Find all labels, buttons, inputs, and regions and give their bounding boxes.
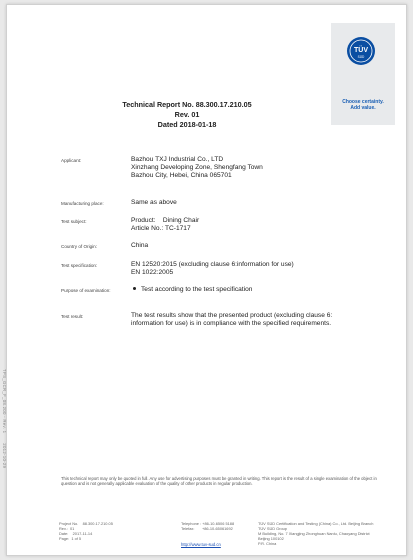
manufacturing-label: Manufacturing place:: [61, 201, 104, 206]
footer-company-line-4: Beijing 100102: [258, 536, 284, 541]
test-result-line-1: The test results show that the presented product (excluding clause 6:: [131, 312, 333, 319]
footer-project-block: [59, 521, 113, 541]
footer-revision: Rev.: 01: [59, 526, 75, 531]
footer-telephone: Telephone : +86-10-6506 5188: [181, 521, 235, 526]
test-subject-label: Test subject:: [61, 219, 87, 224]
purpose-text: Test according to the test specification: [141, 286, 253, 293]
logo-subtext: SÜD: [357, 55, 365, 59]
brand-panel: [331, 23, 395, 125]
applicant-line-3: Bazhou City, Hebei, China 065701: [131, 172, 232, 179]
bullet-icon: [133, 287, 136, 290]
footer-website-link[interactable]: http://www.tuv-sud.cn: [181, 542, 221, 547]
footer-page: Page: 1 of 5: [59, 536, 82, 541]
logo-text: TÜV: [354, 47, 368, 54]
test-subject-product: Product: Dining Chair: [131, 217, 200, 224]
tagline-line-1: Choose certainty.: [342, 99, 384, 105]
footer-company-block: [258, 521, 404, 546]
purpose-value: [131, 286, 252, 294]
purpose-label: Purpose of examination:: [61, 288, 111, 293]
test-result-label: Test result:: [61, 314, 84, 319]
applicant-line-2: Xinzhang Developing Zone, Shengfang Town: [131, 164, 263, 171]
footer-company-line-3: M Building, No. 7 Xiangjing Zhonghuan Nanlu, Chaoyang District: [258, 531, 370, 536]
footer-date: Date: 2017-11-14: [59, 531, 93, 536]
report-header: [117, 100, 257, 130]
report-number: Technical Report No. 88.300.17.210.05: [122, 100, 252, 109]
report-date: Dated 2018-01-18: [157, 120, 217, 129]
tuv-sud-logo-icon: [347, 37, 375, 65]
form-reference: TPS_GCR_F_08.200 - Rev. 1: [2, 369, 7, 434]
report-revision: Rev. 01: [174, 110, 200, 119]
test-spec-value: [131, 261, 294, 277]
tagline-line-2: Add value.: [350, 105, 376, 111]
test-subject-article: Article No.: TC-1717: [131, 225, 191, 232]
brand-tagline: [331, 99, 395, 111]
country-label: Country of Origin:: [61, 244, 97, 249]
test-result-value: [131, 312, 332, 328]
report-page: [2, 4, 407, 556]
country-value: China: [131, 242, 149, 249]
applicant-label: Applicant:: [61, 158, 82, 163]
manufacturing-value: Same as above: [131, 199, 177, 206]
footer-company-line-2: TÜV SÜD Group: [258, 526, 287, 531]
applicant-value: [131, 156, 263, 180]
footer-company-line-5: P.R. China: [258, 541, 277, 546]
form-reference-date: 2012-10-29: [2, 443, 7, 469]
footer-company-line-1: TÜV SÜD Certification and Testing (China) Co., Ltd. Beijing Branch: [258, 521, 374, 526]
applicant-line-1: Bazhou TXJ Industrial Co., LTD: [131, 156, 224, 163]
test-spec-line-2: EN 1022:2005: [131, 269, 174, 276]
footer-contact-block: [181, 521, 234, 531]
test-subject-value: [131, 217, 199, 233]
footer-project-number: Project No. 88.300.17.210.05: [59, 521, 113, 526]
test-result-line-2: information for use) is in compliance with the specified requirements.: [131, 320, 332, 327]
form-reference-vertical: [2, 369, 7, 478]
footer-telefax: Telefax: +86-10-65061692: [181, 526, 233, 531]
test-spec-label: Test specification:: [61, 263, 98, 268]
footer-url-block: [181, 542, 221, 547]
disclaimer-text: This technical report may only be quoted in full. Any use for advertising purposes must be granted in writing. This report is the result of a single examination of the object in question and is not generally applicable evaluation of the quality of other products in regular production.: [61, 476, 377, 487]
test-spec-line-1: EN 12520:2015 (excluding clause 6:information for use): [131, 261, 294, 268]
